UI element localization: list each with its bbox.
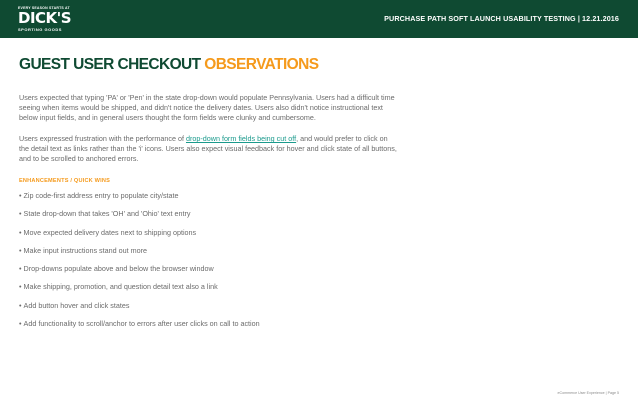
list-item [19, 209, 399, 227]
observation-paragraph-1: Users expected that typing 'PA' or 'Pen' in the state drop-down would populate Pennsylvania. Users had a difficult time seeing when items would be shipped, and didn't notice the delivery dates. Users also didn't notice instructional text below input fields, and in general users thought the form fields were clunky and cumbersome. [19, 93, 395, 123]
page-title-main: GUEST USER CHECKOUT [19, 56, 201, 73]
list-item-text: Add button hover and click states [23, 300, 130, 310]
list-item [19, 282, 399, 300]
bullet-icon: • [19, 191, 22, 200]
list-item [19, 301, 399, 319]
bullet-icon: • [19, 209, 22, 219]
bullet-icon: • [19, 245, 22, 255]
header-title: PURCHASE PATH SOFT LAUNCH USABILITY TESTING | 12.21.2016 [384, 14, 619, 23]
enhancements-list [19, 191, 399, 337]
bullet-icon: • [19, 282, 22, 292]
logo-tagline: EVERY SEASON STARTS AT [18, 6, 70, 10]
paragraph-2-text-start: Users expressed frustration with the performance of [19, 134, 186, 143]
paragraph-2-text-end: , and would prefer to click on the detail text as links rather than the 'i' icons. Users also expect visual feedback for hover and click state of all buttons, and to be scrolled to anchored errors. [19, 134, 397, 164]
list-item-text: Make input instructions stand out more [23, 245, 147, 255]
page-title-accent: OBSERVATIONS [204, 56, 319, 73]
list-item-text: Zip code-first address entry to populate city/state [23, 191, 179, 200]
list-item [19, 191, 399, 209]
bullet-icon: • [19, 319, 22, 329]
list-item [19, 264, 399, 282]
header-bar [0, 0, 638, 38]
logo-subtitle: SPORTING GOODS [18, 27, 62, 32]
page-title [19, 56, 318, 74]
list-item-text: Make shipping, promotion, and question detail text also a link [23, 282, 218, 292]
observation-paragraph-2 [19, 134, 399, 165]
bullet-icon: • [19, 300, 22, 310]
list-item-text: Drop-downs populate above and below the browser window [23, 264, 214, 274]
drop-down-cut-off-link[interactable]: drop-down form fields being cut off [185, 134, 297, 143]
bullet-icon: • [19, 264, 22, 274]
dicks-logo[interactable] [18, 6, 88, 34]
list-item-text: Move expected delivery dates next to shipping options [23, 227, 197, 237]
bullet-icon: • [19, 227, 22, 237]
enhancements-heading: ENHANCEMENTS / QUICK WINS [19, 178, 111, 184]
list-item [19, 319, 399, 337]
list-item-text: State drop-down that takes 'OH' and 'Ohio' text entry [23, 209, 191, 219]
list-item [19, 246, 399, 264]
list-item [19, 228, 399, 246]
page-footer: eCommerce User Experience | Page 5 [557, 391, 619, 395]
list-item-text: Add functionality to scroll/anchor to errors after user clicks on call to action [23, 319, 260, 329]
logo-name: DICK'S [18, 9, 72, 27]
